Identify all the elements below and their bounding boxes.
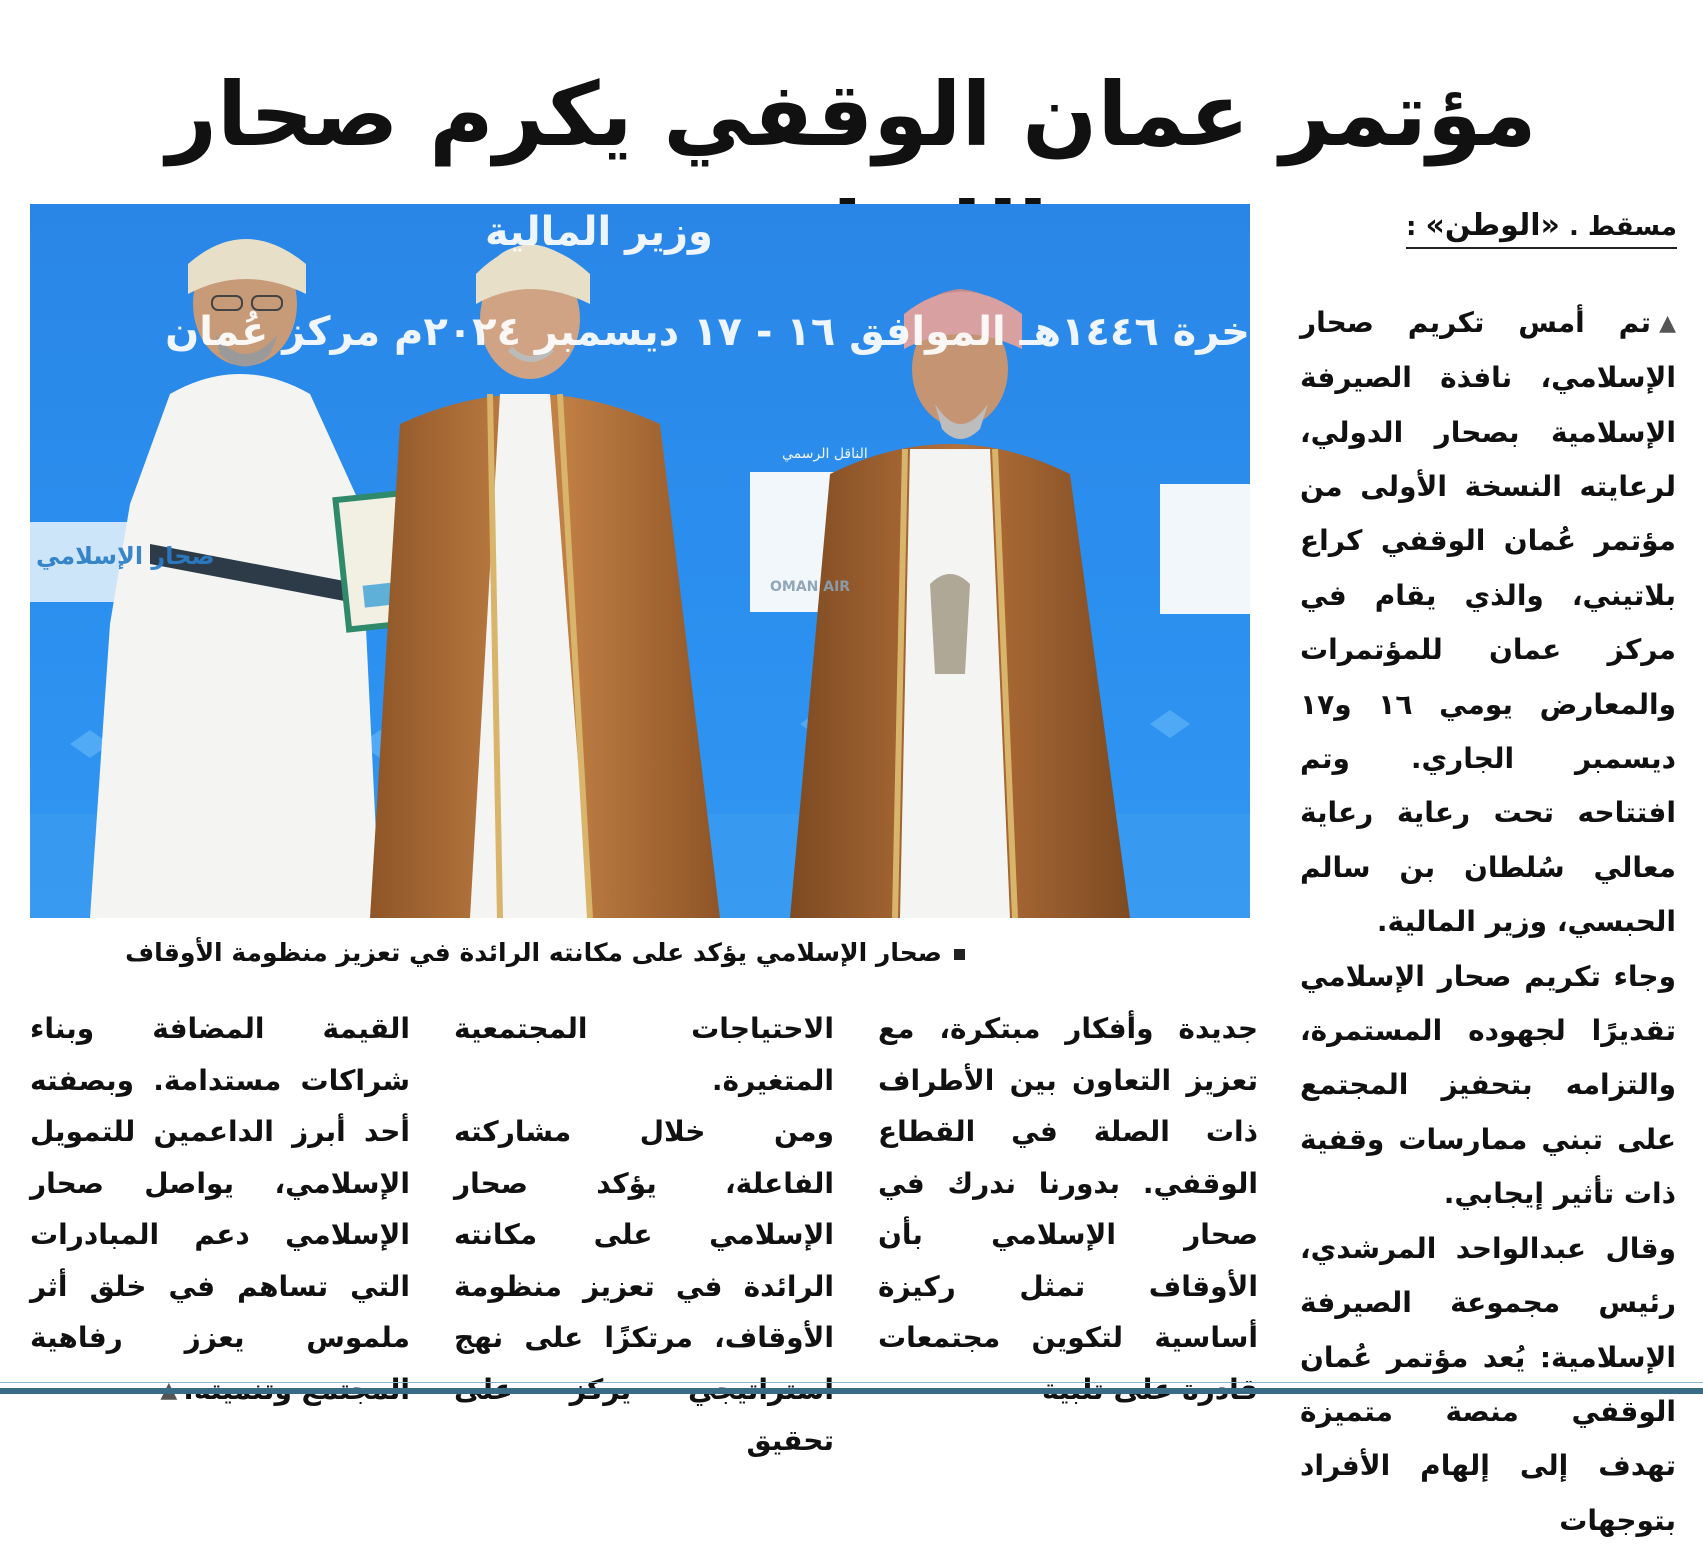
page-rule [0, 1388, 1703, 1394]
article-column-1 [878, 1003, 1258, 1363]
article-paragraph: جديدة وأفكار مبتكرة، مع تعزيز التعاون بين الأطراف ذات الصلة في القطاع الوقفي. بدورنا ندرك في صحار الإسلامي بأن الأوقاف تمثل ركيزة أساسية لتكوين مجتمعات [878, 1012, 1258, 1354]
photo-caption [30, 938, 1060, 967]
paragraph-text: تم أمس تكريم صحار الإسلامي، نافذة الصيرفة الإسلامية بصحار الدولي، لرعايته النسخة الأولى من مؤتمر عُمان الوقفي كراع بلاتيني، والذي يقام في مركز عمان للمؤتمرات والمعارض يومي ١٦ و١٧ ديسمبر الجاري. وتم افتتاحه تحت رعاية رعاية معالي سُلطان بن سالم الحبسي، وزير المالية. [1300, 306, 1676, 939]
dateline-source: «الوطن» [1425, 208, 1560, 243]
article-paragraph: الاحتياجات المجتمعية المتغيرة. [454, 1012, 834, 1097]
article-column-3 [30, 1003, 410, 1363]
caption-text: صحار الإسلامي يؤكد على مكانته الرائدة في تعزيز منظومة الأوقاف [125, 938, 942, 967]
page-title: مؤتمر عمان الوقفي يكرم صحار [166, 63, 1537, 166]
article-paragraph: ومن خلال مشاركته الفاعلة، يؤكد صحار الإسلامي على مكانته الرائدة في تعزيز منظومة الأوقاف، مرتكزًا على نهج تحقيق [454, 1115, 834, 1457]
dateline-suffix: : [1406, 212, 1417, 242]
article-paragraph [30, 1003, 410, 1416]
news-photo [30, 204, 1250, 918]
article-paragraph: وجاء تكريم صحار الإسلامي تقديرًا لجهوده المستمرة، والتزامه بتحفيز المجتمع على تبني ممارسات وقفية ذات تأثير إيجابي. [1300, 959, 1676, 1211]
backdrop-left-logo: صحار الإسلامي [36, 542, 215, 570]
backdrop-sponsor-label: الناقل الرسمي [782, 446, 868, 462]
article-paragraph: وقال عبدالواحد المرشدي، رئيس مجموعة الصيرفة الإسلامية: يُعد مؤتمر عُمان الوقفي منصة متميزة تهدف إلى إلهام الأفراد بتوجهات [1300, 1231, 1676, 1537]
caption-bullet [954, 949, 965, 960]
article-column-2 [454, 1003, 834, 1457]
newspaper-ornament-icon: ▲ [1659, 310, 1676, 336]
dateline [1406, 208, 1677, 249]
backdrop-title: وزير المالية [485, 209, 713, 255]
backdrop-dates: خرة ١٤٤٦هـ الموافق ١٦ - ١٧ ديسمبر ٢٠٢٤م مركز عُمان [165, 309, 1250, 355]
page-rule-thin [0, 1382, 1703, 1383]
backdrop-right-logo: OMAN AIR [770, 579, 851, 595]
dateline-city: مسقط . [1568, 212, 1677, 242]
paragraph-text: القيمة المضافة وبناء شراكات مستدامة. وبصفته أحد أبرز الداعمين للتمويل الإسلامي، يواصل صحار الإسلامي دعم المبادرات التي تساهم في خلق أثر ملموس يعزز رفاهية [30, 1012, 410, 1354]
article-column-right [1300, 296, 1676, 1537]
article-paragraph [1300, 296, 1676, 950]
